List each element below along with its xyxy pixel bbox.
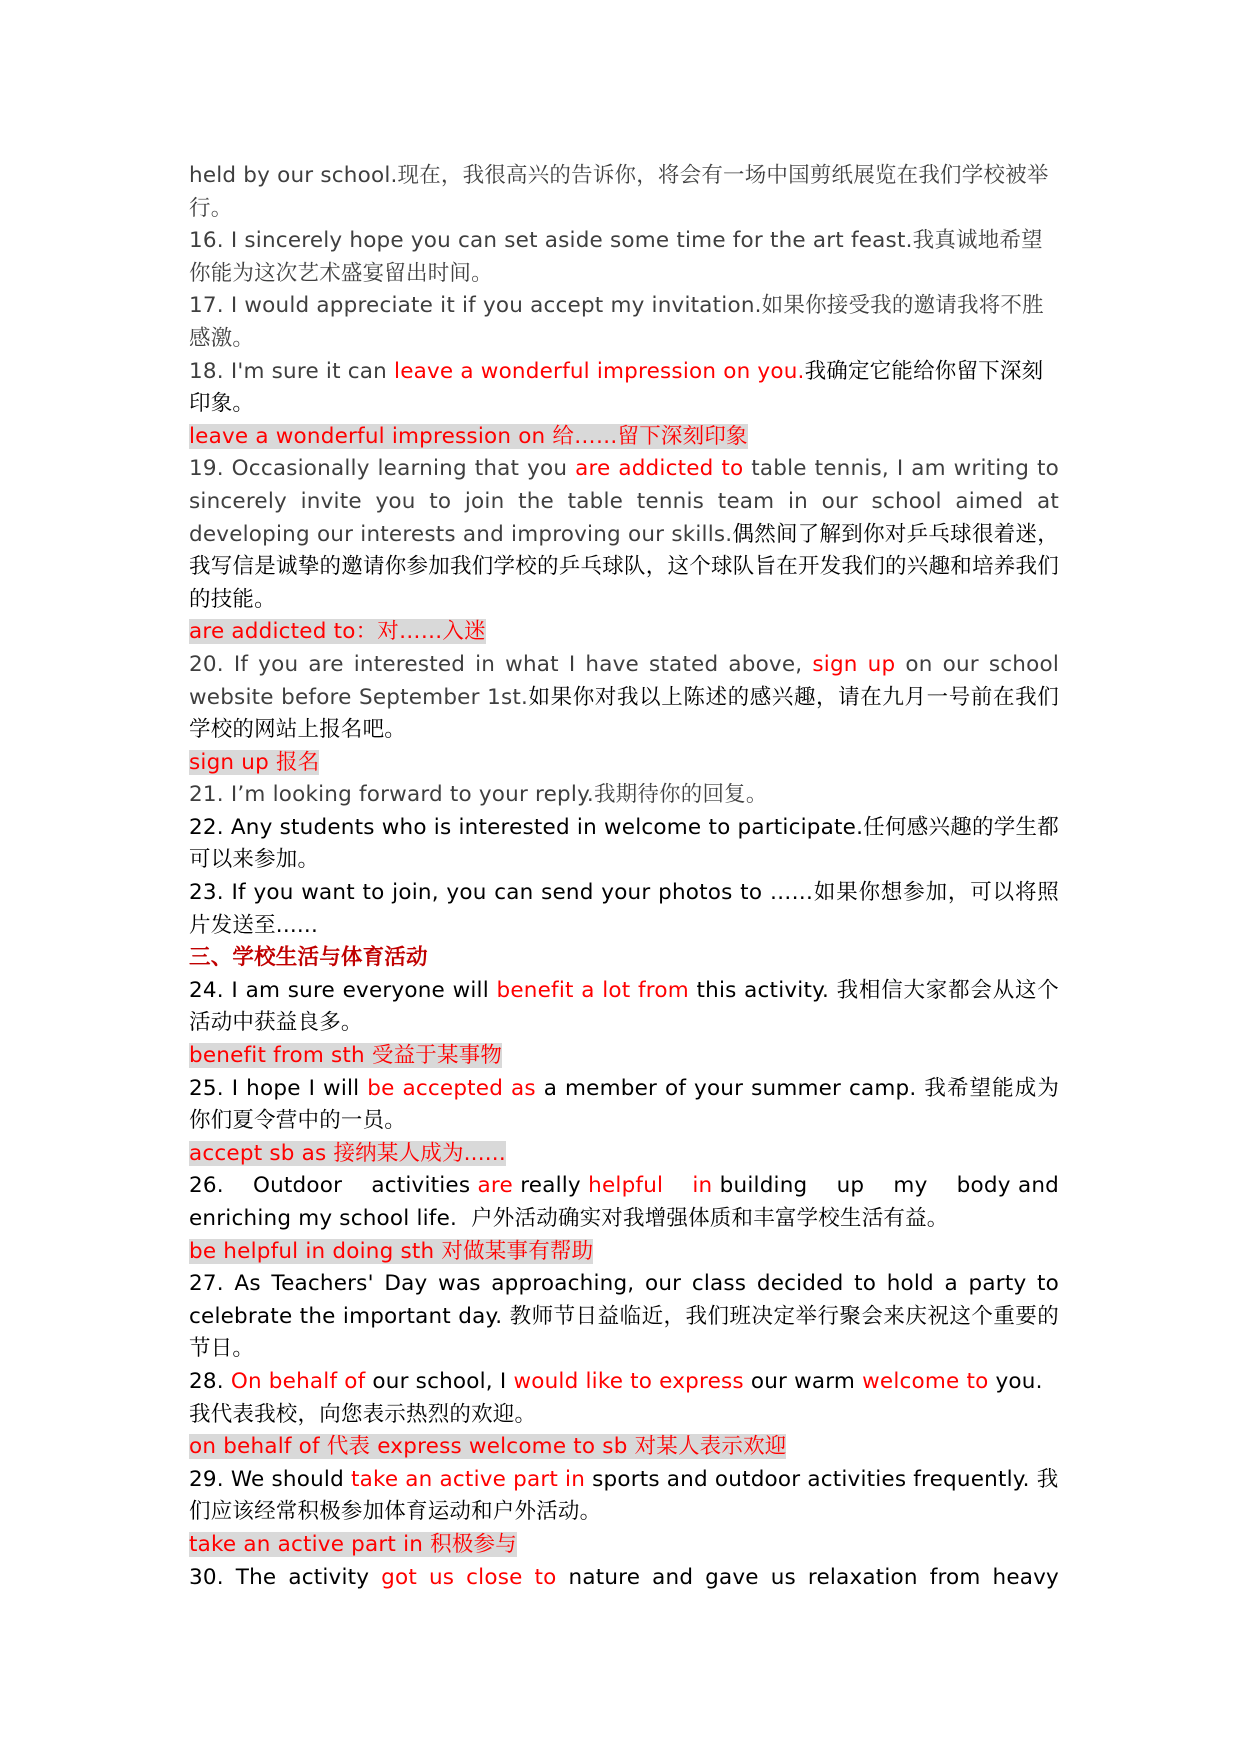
document-page (189, 160, 1067, 1594)
section-heading: 三、学校生活与体育活动 (189, 945, 428, 971)
sentence-20: 20. If you are interested in what I have stated above, sign up on our school website before September 1st.如果你对我以上陈述的感兴趣，请在九月一号前在我们学校的网站上报名吧。 (189, 651, 1059, 743)
key-phrase: are (477, 1173, 513, 1199)
sentence-23: 23. If you want to join, you can send your photos to ……如果你想参加，可以将照片发送至...... (189, 880, 1059, 938)
phrase-note-28: on behalf of 代表 express welcome to sb 对某人表示欢迎 (189, 1434, 787, 1460)
sentence-30: 30. The activity got us close to nature and gave us relaxation from heavy (189, 1564, 1059, 1590)
key-phrase: leave a wonderful impression on you. (394, 358, 805, 384)
key-phrase: benefit a lot from (496, 977, 689, 1003)
phrase-note-19: are addicted to：对……入迷 (189, 619, 486, 645)
sentence-17: 17. I would appreciate it if you accept my invitation.如果你接受我的邀请我将不胜感激。 (189, 293, 1044, 351)
sentence-25: 25. I hope I will be accepted as a member of your summer camp. 我希望能成为你们夏令营中的一员。 (189, 1075, 1060, 1134)
phrase-note-26: be helpful in doing sth 对做某事有帮助 (189, 1238, 594, 1264)
sentence-24: 24. I am sure everyone will benefit a lot from this activity. 我相信大家都会从这个活动中获益良多。 (189, 977, 1059, 1036)
sentence-21: 21. I’m looking forward to your reply.我期待你的回复。 (189, 782, 768, 808)
phrase-note-18: leave a wonderful impression on 给……留下深刻印象 (189, 423, 748, 449)
phrase-note-20: sign up 报名 (189, 749, 320, 775)
phrase-note-25: accept sb as 接纳某人成为...... (189, 1140, 506, 1166)
phrase-note-29: take an active part in 积极参与 (189, 1531, 517, 1557)
key-phrase: would like to express (513, 1368, 744, 1394)
sentence-27: 27. As Teachers' Day was approaching, our class decided to hold a party to celebrate the important day. 教师节日益临近，我们班决定举行聚会来庆祝这个重要的节日。 (189, 1271, 1059, 1362)
sentence-26: 26. Outdoor activities are really helpful in building up my body and enriching my school life. 户外活动确实对我增强体质和丰富学校生活有益。 (189, 1173, 1067, 1231)
key-phrase: welcome to (862, 1368, 989, 1394)
key-phrase: sign up (812, 651, 896, 677)
sentence-28: 28. On behalf of our school, I would like to express our warm welcome to you. 我代表我校，向您表示热烈的欢迎。 (189, 1368, 1043, 1427)
paragraph-15-continued: held by our school.现在，我很高兴的告诉你，将会有一场中国剪纸展览在我们学校被举行。 (189, 163, 1049, 221)
phrase-note-24: benefit from sth 受益于某事物 (189, 1043, 503, 1069)
sentence-29: 29. We should take an active part in sports and outdoor activities frequently. 我们应该经常积极参加体育运动和户外活动。 (189, 1466, 1059, 1525)
key-phrase: be accepted as (367, 1075, 536, 1101)
key-phrase: are addicted to (575, 456, 744, 482)
key-phrase: On behalf of (230, 1368, 366, 1394)
sentence-19: 19. Occasionally learning that you are addicted to table tennis, I am writing to sincerely invite you to join the table tennis team in our school aimed at developing our interests and improving our skills.偶然间了解到你对乒乓球很着迷，我写信是诚挚的邀请你参加我们学校的乒乓球队，这个球队旨在开发我们的兴趣和培养我们的技能。 (189, 456, 1060, 612)
sentence-18: 18. I'm sure it can leave a wonderful impression on you.我确定它能给你留下深刻印象。 (189, 358, 1044, 417)
key-phrase: helpful in (588, 1173, 713, 1199)
sentence-16: 16. I sincerely hope you can set aside some time for the art feast.我真诚地希望你能为这次艺术盛宴留出时间。 (189, 228, 1043, 286)
key-phrase: take an active part in (350, 1466, 586, 1492)
key-phrase: got us close to (381, 1564, 557, 1590)
sentence-22: 22. Any students who is interested in welcome to participate.任何感兴趣的学生都可以来参加。 (189, 814, 1059, 873)
